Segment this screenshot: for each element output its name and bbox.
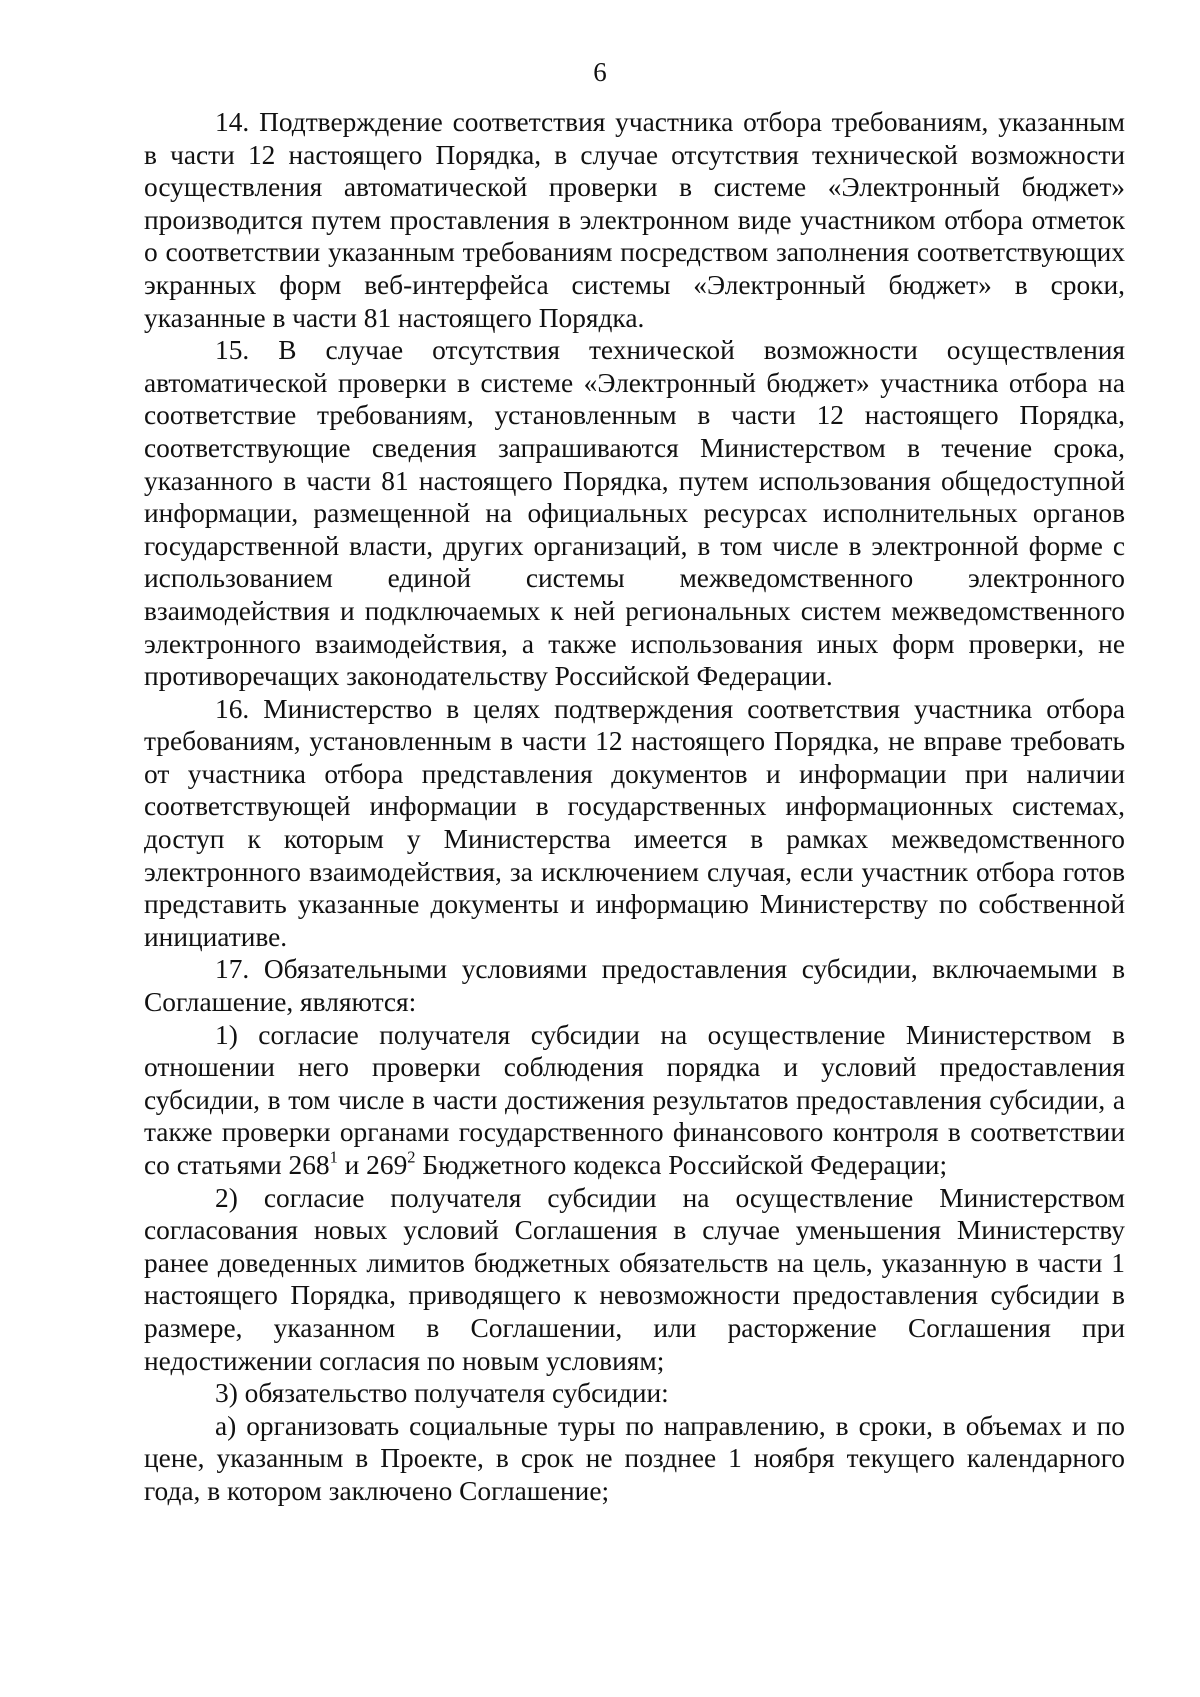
paragraph-15: 15. В случае отсутствия технической возможности осуществления автоматической проверки в системе «Электронный бюджет» участника отбора на соответствие требованиям, установленным в части 12 настоящего Порядка, соответствующие сведения запрашиваются Министерством в течение срока, указанного в части 81 настоящего Порядка, путем использования общедоступной информации, размещенной на официальных ресурсах исполнительных органов государственной власти, других организаций, в том числе в электронной форме с использованием единой системы межведомственного электронного взаимодействия и подключаемых к ней региональных систем межведомственного электронного взаимодействия, а также использования иных форм проверки, не противоречащих законодательству Российской Федерации. [144,335,1125,692]
paragraph-17: 17. Обязательными условиями предоставления субсидии, включаемыми в Соглашение, являются: [144,954,1125,1018]
list-item-3: 3) обязательство получателя субсидии: [215,1378,669,1409]
list-item-1 [144,1019,1125,1182]
list-item-3a: а) организовать социальные туры по направлению, в сроки, в объемах и по цене, указанным в Проекте, в срок не позднее 1 ноября текущего календарного года, в котором заключено Соглашение; [144,1410,1125,1506]
document-body [144,106,1125,1508]
paragraph-16: 16. Министерство в целях подтверждения соответствия участника отбора требованиям, установленным в части 12 настоящего Порядка, не вправе требовать от участника отбора представления документов и информации при наличии соответствующей информации в государственных информационных системах, доступ к которым у Министерства имеется в рамках межведомственного электронного взаимодействия, за исключением случая, если участник отбора готов представить указанные документы и информацию Министерству по собственной инициативе. [144,693,1125,952]
paragraph-14: 14. Подтверждение соответствия участника отбора требованиям, указанным в части 12 настоящего Порядка, в случае отсутствия технической возможности осуществления автоматической проверки в системе «Электронный бюджет» производится путем проставления в электронном виде участником отбора отметок о соответствии указанным требованиям посредством заполнения соответствующих экранных форм веб-интерфейса системы «Электронный бюджет» в сроки, указанные в части 81 настоящего Порядка. [144,107,1125,333]
list-item-2: 2) согласие получателя субсидии на осуществление Министерством согласования новых условий Соглашения в случае уменьшения Министерству ранее доведенных лимитов бюджетных обязательств на цель, указанную в части 1 настоящего Порядка, приводящего к невозможности предоставления субсидии в размере, указанном в Соглашении, или расторжение Соглашения при недостижении согласия по новым условиям; [144,1182,1125,1376]
list-item-1-text-end: Бюджетного кодекса Российской Федерации; [415,1150,948,1180]
superscript-1: 1 [329,1147,338,1167]
list-item-1-text-middle: и 269 [337,1150,408,1180]
page-number: 6 [593,57,607,87]
superscript-2: 2 [407,1147,416,1167]
list-item-1-text: 1) согласие получателя субсидии на осуществление Министерством в отношении него проверки соблюдения порядка и условий предоставления субсидии, в том числе в части достижения результатов предоставления субсидии, а также проверки органами государственного финансового контроля в соответствии со статьями 268 [144,1019,1125,1180]
